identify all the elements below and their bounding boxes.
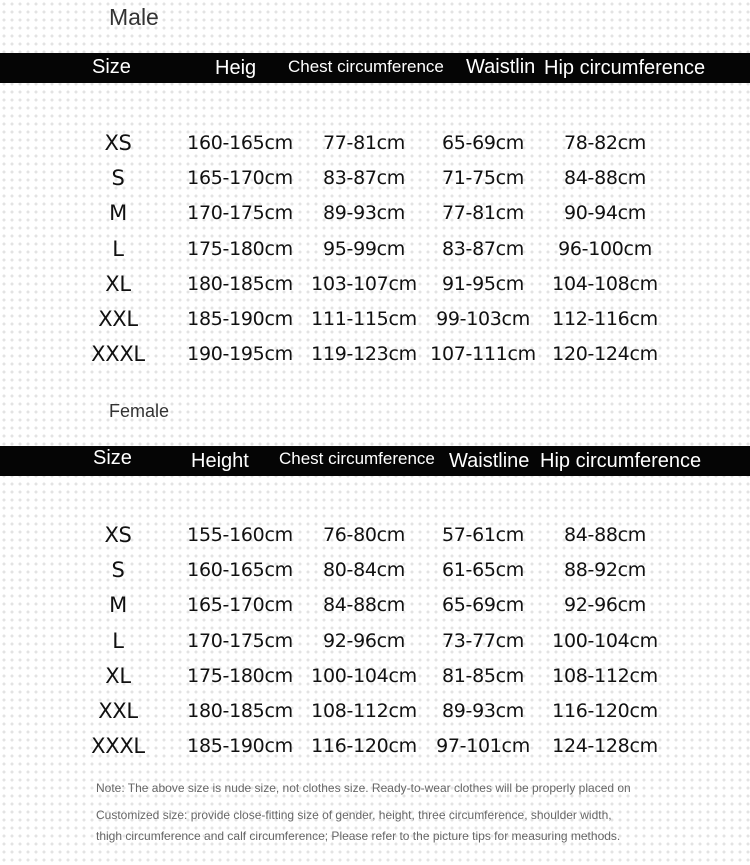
height-cell: 170-175cm: [187, 202, 293, 225]
custom-size-note-line: Customized size: provide close-fitting size of gender, height, three circumference, shoulder width,: [96, 808, 612, 822]
waist-cell: 99-103cm: [436, 308, 530, 330]
size-cell: XXXL: [91, 342, 145, 367]
waist-cell: 107-111cm: [430, 343, 536, 366]
size-cell: L: [112, 236, 124, 261]
chest-cell: 116-120cm: [311, 735, 417, 758]
table-row: [0, 518, 750, 553]
waist-cell: 65-69cm: [441, 132, 525, 154]
height-cell: 160-165cm: [187, 132, 293, 154]
table-row: [0, 624, 750, 659]
hip-cell: 78-82cm: [563, 132, 647, 154]
waist-cell: 81-85cm: [441, 664, 525, 687]
size-cell: XXL: [98, 307, 138, 331]
table-row: [0, 337, 750, 372]
table-row: [0, 729, 750, 764]
male-section-title: Male: [109, 4, 159, 30]
male-header-size: Size: [92, 56, 131, 78]
chest-cell: 80-84cm: [322, 559, 406, 582]
table-row: [0, 161, 750, 196]
waist-cell: 73-77cm: [441, 629, 525, 652]
female-header-size: Size: [93, 447, 132, 469]
chest-cell: 111-115cm: [311, 308, 417, 330]
table-row: [0, 553, 750, 588]
hip-cell: 84-88cm: [563, 524, 647, 546]
waist-cell: 61-65cm: [441, 559, 525, 582]
male-table-header: [0, 53, 750, 83]
waist-cell: 71-75cm: [441, 167, 525, 190]
hip-cell: 88-92cm: [563, 559, 647, 582]
height-cell: 160-165cm: [187, 559, 293, 582]
chest-cell: 84-88cm: [322, 594, 406, 617]
size-cell: S: [111, 166, 125, 191]
female-header-waist: Waistline: [449, 450, 530, 472]
waist-cell: 97-101cm: [436, 735, 530, 758]
chest-cell: 103-107cm: [311, 272, 417, 295]
height-cell: 180-185cm: [187, 700, 293, 722]
chest-cell: 92-96cm: [322, 629, 406, 652]
chest-cell: 108-112cm: [311, 700, 417, 722]
waist-cell: 83-87cm: [441, 237, 525, 260]
chest-cell: 77-81cm: [322, 132, 406, 154]
hip-cell: 96-100cm: [558, 237, 652, 260]
table-row: [0, 267, 750, 302]
size-cell: XL: [105, 271, 131, 296]
height-cell: 175-180cm: [187, 664, 293, 687]
hip-cell: 120-124cm: [552, 343, 658, 366]
hip-cell: 100-104cm: [552, 629, 658, 652]
hip-cell: 90-94cm: [563, 202, 647, 225]
female-section-title: Female: [109, 401, 170, 421]
male-header-waist: Waistlin: [466, 56, 536, 78]
size-cell: XS: [104, 131, 132, 155]
size-cell: XXL: [98, 699, 138, 723]
hip-cell: 112-116cm: [552, 308, 658, 330]
male-header-chest: Chest circumference: [288, 57, 444, 76]
chest-cell: 83-87cm: [322, 167, 406, 190]
waist-cell: 65-69cm: [441, 594, 525, 617]
hip-cell: 104-108cm: [552, 272, 658, 295]
height-cell: 185-190cm: [187, 735, 293, 758]
waist-cell: 77-81cm: [441, 202, 525, 225]
height-cell: 170-175cm: [187, 629, 293, 652]
chest-cell: 89-93cm: [322, 202, 406, 225]
table-row: [0, 302, 750, 337]
waist-cell: 91-95cm: [441, 272, 525, 295]
size-cell: M: [109, 201, 127, 226]
size-cell: XS: [104, 523, 132, 547]
height-cell: 165-170cm: [187, 594, 293, 617]
hip-cell: 84-88cm: [563, 167, 647, 190]
female-table-header: [0, 446, 750, 476]
table-row: [0, 232, 750, 267]
hip-cell: 92-96cm: [563, 594, 647, 617]
female-header-chest: Chest circumference: [279, 449, 435, 468]
chest-cell: 95-99cm: [322, 237, 406, 260]
female-header-height: Height: [191, 450, 249, 472]
size-note-line: Note: The above size is nude size, not clothes size. Ready-to-wear clothes will be properly placed on: [96, 781, 631, 795]
table-row: [0, 196, 750, 231]
height-cell: 185-190cm: [187, 308, 293, 330]
height-cell: 175-180cm: [187, 237, 293, 260]
size-cell: XXXL: [91, 734, 145, 759]
height-cell: 190-195cm: [187, 343, 293, 366]
table-row: [0, 694, 750, 729]
table-row: [0, 588, 750, 623]
waist-cell: 89-93cm: [441, 700, 525, 722]
male-header-hip: Hip circumference: [544, 57, 706, 79]
size-cell: M: [109, 593, 127, 618]
hip-cell: 116-120cm: [552, 700, 658, 722]
waist-cell: 57-61cm: [441, 524, 525, 546]
size-cell: XL: [105, 663, 131, 688]
height-cell: 180-185cm: [187, 272, 293, 295]
size-cell: S: [111, 558, 125, 583]
chest-cell: 76-80cm: [322, 524, 406, 546]
hip-cell: 108-112cm: [552, 664, 658, 687]
height-cell: 165-170cm: [187, 167, 293, 190]
chest-cell: 100-104cm: [311, 664, 417, 687]
table-row: [0, 126, 750, 161]
female-header-hip: Hip circumference: [540, 450, 702, 472]
hip-cell: 124-128cm: [552, 735, 658, 758]
male-header-height: Heig: [215, 57, 257, 79]
table-row: [0, 659, 750, 694]
height-cell: 155-160cm: [187, 524, 293, 546]
measuring-note-line: thigh circumference and calf circumference; Please refer to the picture tips for measuring methods.: [96, 829, 621, 843]
size-cell: L: [112, 628, 124, 653]
chest-cell: 119-123cm: [311, 343, 417, 366]
